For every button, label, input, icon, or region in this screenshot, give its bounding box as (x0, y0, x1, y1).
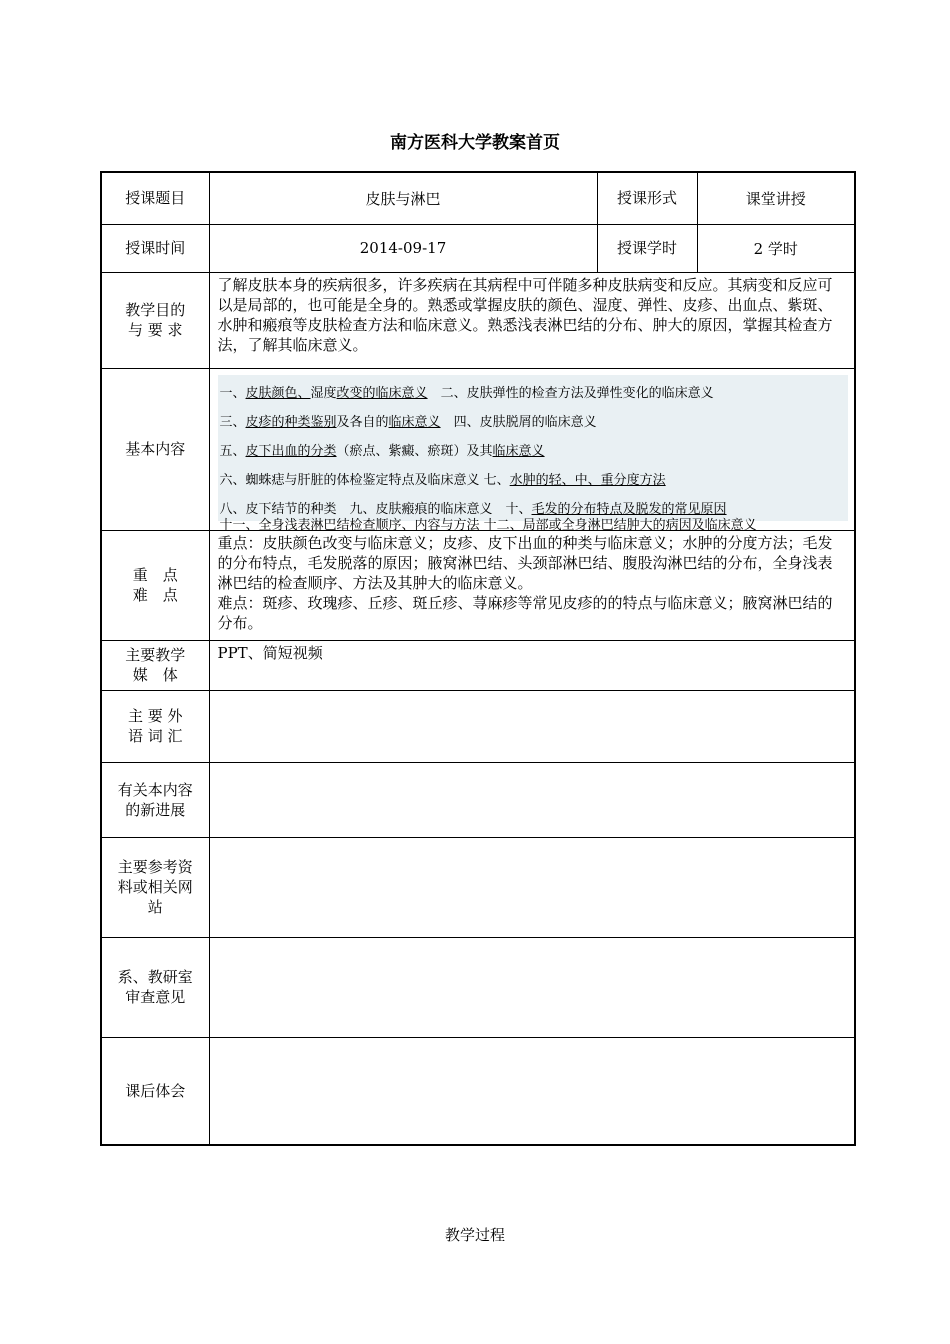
content-cell (209, 368, 855, 533)
progress-label-line2: 的新进展 (125, 800, 186, 819)
media-label-line2: 媒 体 (132, 666, 178, 684)
content-line-1 (220, 379, 845, 408)
ref-label-line2: 料或相关网 (117, 878, 193, 896)
content-line-2-d: 临床意义 (388, 414, 441, 430)
vocab-label (101, 690, 209, 762)
key-text (209, 530, 855, 640)
content-line-3-a: 五、 (219, 443, 246, 459)
key-label-line2: 难 点 (132, 586, 178, 604)
content-line-3 (220, 437, 845, 466)
content-line-1-b: 皮肤颜色、 (245, 385, 311, 401)
content-line-1-a: 一、 (219, 385, 246, 401)
form-value: 课堂讲授 (697, 172, 855, 224)
ref-text (209, 837, 855, 937)
progress-label-line1: 有关本内容 (117, 780, 193, 799)
vocab-text (209, 690, 855, 762)
topic-value: 皮肤与淋巴 (209, 172, 597, 224)
form-label: 授课形式 (597, 172, 697, 224)
time-value: 2014-09-17 (209, 224, 597, 272)
page-title: 南方医科大学教案首页 (390, 133, 560, 153)
media-text: PPT、简短视频 (209, 640, 855, 690)
content-label: 基本内容 (101, 368, 209, 530)
vocab-label-line2: 语 词 汇 (127, 727, 183, 745)
content-line-5-b: 毛发的分布特点及脱发的常见原因 (531, 501, 727, 517)
content-line-3-d: 临床意义 (492, 443, 545, 459)
after-label: 课后体会 (101, 1037, 209, 1145)
row-media (101, 640, 855, 690)
review-label (101, 937, 209, 1037)
review-label-line2: 审查意见 (125, 988, 186, 1006)
row-after-class (101, 1037, 855, 1145)
key-label (101, 530, 209, 640)
row-references (101, 837, 855, 937)
progress-label (101, 762, 209, 837)
content-line-1-d: 改变的临床意义 (336, 385, 428, 401)
row-content (101, 368, 855, 530)
lesson-plan-table (100, 171, 856, 1146)
after-text (209, 1037, 855, 1145)
row-review (101, 937, 855, 1037)
ref-label (101, 837, 209, 937)
content-line-2-a: 三、 (219, 414, 246, 430)
content-line-2-b: 皮疹的种类鉴别 (245, 414, 337, 430)
topic-label: 授课题目 (101, 172, 209, 224)
key-label-line1: 重 点 (132, 566, 178, 584)
content-list (218, 375, 849, 533)
hours-label: 授课学时 (597, 224, 697, 272)
row-time (101, 224, 855, 272)
content-line-2 (220, 408, 845, 437)
media-label (101, 640, 209, 690)
content-line-2-c: 及各自的 (336, 414, 389, 430)
goal-label (101, 272, 209, 368)
review-label-line1: 系、教研室 (117, 968, 193, 986)
goal-label-line2: 与 要 求 (127, 321, 183, 339)
hours-value: 2 学时 (697, 224, 855, 272)
progress-text (209, 762, 855, 837)
row-topic (101, 172, 855, 224)
content-line-2-e: 四、皮肤脱屑的临床意义 (440, 414, 597, 430)
media-label-line1: 主要教学 (125, 646, 186, 664)
row-goal (101, 272, 855, 368)
row-vocab (101, 690, 855, 762)
row-progress (101, 762, 855, 837)
content-line-4-a: 六、蜘蛛痣与肝脏的体检鉴定特点及临床意义 七、 (219, 472, 510, 488)
footer-heading: 教学过程 (444, 1226, 505, 1244)
content-line-6: 十一、全身浅表淋巴结检查顺序、内容与方法 十二、局部或全身淋巴结肿大的病因及临床意义 (219, 517, 757, 533)
key-text-difficulty: 难点：斑疹、玫瑰疹、丘疹、斑丘疹、荨麻疹等常见皮疹的的特点与临床意义；腋窝淋巴结的分布。 (217, 593, 833, 632)
vocab-label-line1: 主 要 外 (127, 707, 183, 725)
content-line-1-e: 二、皮肤弹性的检查方法及弹性变化的临床意义 (427, 385, 714, 401)
content-line-3-b: 皮下出血的分类 (245, 443, 337, 459)
ref-label-line1: 主要参考资 (117, 858, 193, 876)
key-text-focus: 重点：皮肤颜色改变与临床意义；皮疹、皮下出血的种类与临床意义；水肿的分度方法；毛发的分布特点，毛发脱落的原因；腋窝淋巴结、头颈部淋巴结、腹股沟淋巴结的分布，全身浅表淋巴结的检查顺序、方法及其肿大的临床意义。 (217, 533, 833, 592)
content-line-5-a: 八、皮下结节的种类 九、皮肤瘢痕的临床意义 十、 (219, 501, 532, 517)
review-text (209, 937, 855, 1037)
goal-label-line1: 教学目的 (125, 301, 186, 319)
content-line-4 (220, 466, 845, 495)
content-line-1-c: 湿度 (310, 385, 337, 401)
time-label: 授课时间 (101, 224, 209, 272)
ref-label-line3: 站 (147, 898, 163, 916)
content-line-3-c: （瘀点、紫癜、瘀斑）及其 (336, 443, 493, 459)
row-key-points (101, 530, 855, 640)
goal-text: 了解皮肤本身的疾病很多，许多疾病在其病程中可伴随多种皮肤病变和反应。其病变和反应可以是局部的，也可能是全身的。熟悉或掌握皮肤的颜色、湿度、弹性、皮疹、出血点、紫斑、水肿和瘢痕等皮肤检查方法和临床意义。熟悉浅表淋巴结的分布、肿大的原因，掌握其检查方法，了解其临床意义。 (209, 272, 855, 368)
content-line-4-b: 水肿的轻、中、重分度方法 (509, 472, 666, 488)
